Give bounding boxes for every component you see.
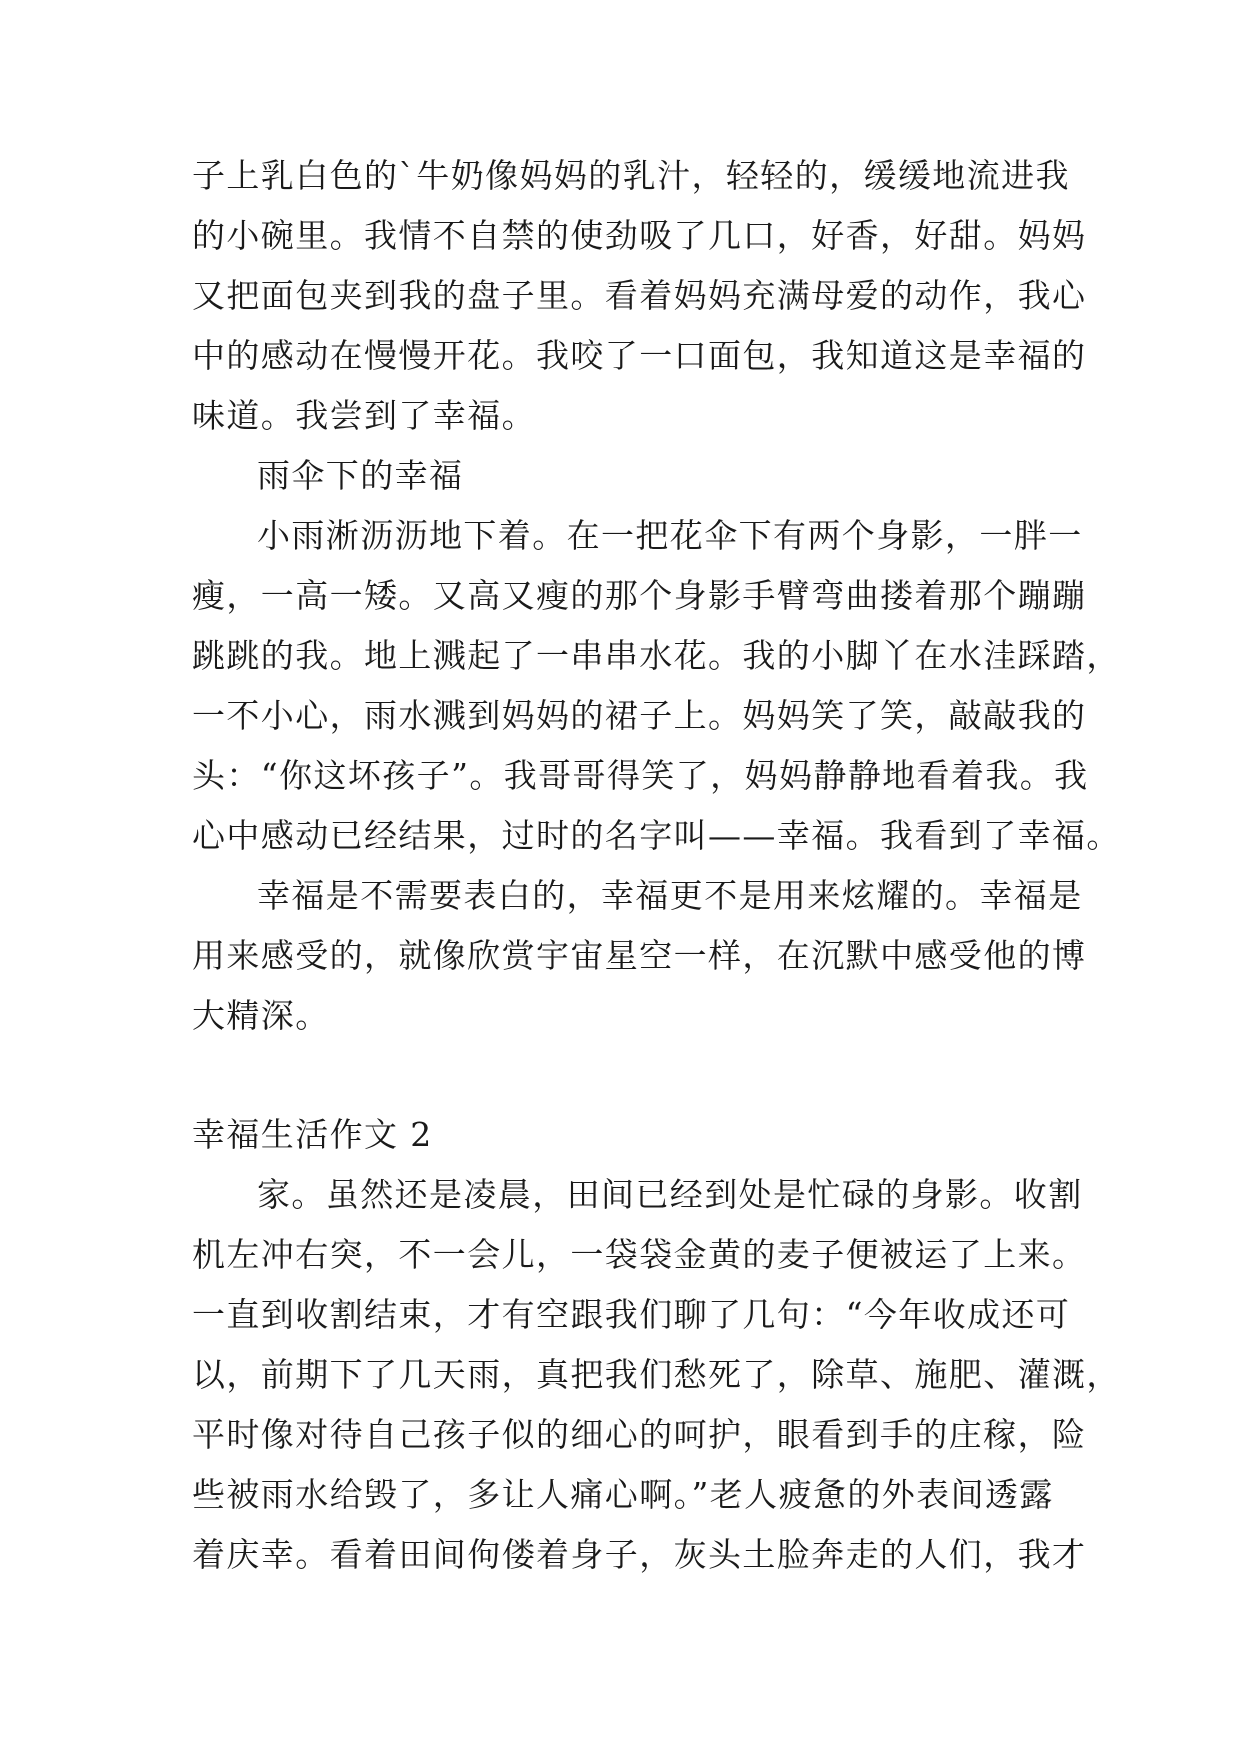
- section-heading: 雨伞下的幸福: [257, 456, 464, 495]
- text-line: 一不小心，雨水溅到妈妈的裙子上。妈妈笑了笑，敲敲我的: [192, 696, 1087, 735]
- text-line: 头：“你这坏孩子”。我哥哥得笑了，妈妈静静地看着我。我: [192, 756, 1089, 795]
- text-line: 味道。我尝到了幸福。: [192, 396, 536, 435]
- text-line: 中的感动在慢慢开花。我咬了一口面包，我知道这是幸福的: [192, 336, 1087, 375]
- text-line: 机左冲右突，不一会儿，一袋袋金黄的麦子便被运了上来。: [192, 1235, 1087, 1274]
- text-line: 心中感动已经结果，过时的名字叫——幸福。我看到了幸福。: [192, 816, 1121, 855]
- essay-title: 幸福生活作文 2: [192, 1115, 433, 1154]
- text-line: 家。虽然还是凌晨，田间已经到处是忙碌的身影。收割: [257, 1175, 1083, 1214]
- text-line: 又把面包夹到我的盘子里。看着妈妈充满母爱的动作，我心: [192, 276, 1087, 315]
- text-line: 幸福是不需要表白的，幸福更不是用来炫耀的。幸福是: [257, 876, 1083, 915]
- text-line: 些被雨水给毁了，多让人痛心啊。”老人疲惫的外表间透露: [192, 1475, 1054, 1514]
- text-line: 着庆幸。看着田间佝偻着身子，灰头土脸奔走的人们，我才: [192, 1535, 1087, 1574]
- text-line: 大精深。: [192, 996, 330, 1035]
- text-line: 小雨淅沥沥地下着。在一把花伞下有两个身影，一胖一: [257, 516, 1083, 555]
- text-line: 用来感受的，就像欣赏宇宙星空一样，在沉默中感受他的博: [192, 936, 1087, 975]
- text-line: 跳跳的我。地上溅起了一串串水花。我的小脚丫在水洼踩踏，: [192, 636, 1121, 675]
- text-line: 瘦，一高一矮。又高又瘦的那个身影手臂弯曲搂着那个蹦蹦: [192, 576, 1087, 615]
- text-line: 一直到收割结束，才有空跟我们聊了几句：“今年收成还可: [192, 1295, 1071, 1334]
- text-line: 以，前期下了几天雨，真把我们愁死了，除草、施肥、灌溉，: [192, 1355, 1121, 1394]
- text-line: 平时像对待自己孩子似的细心的呵护，眼看到手的庄稼，险: [192, 1415, 1087, 1454]
- text-line: 子上乳白色的`牛奶像妈妈的乳汁，轻轻的，缓缓地流进我: [192, 156, 1070, 195]
- text-line: 的小碗里。我情不自禁的使劲吸了几口，好香，好甜。妈妈: [192, 216, 1087, 255]
